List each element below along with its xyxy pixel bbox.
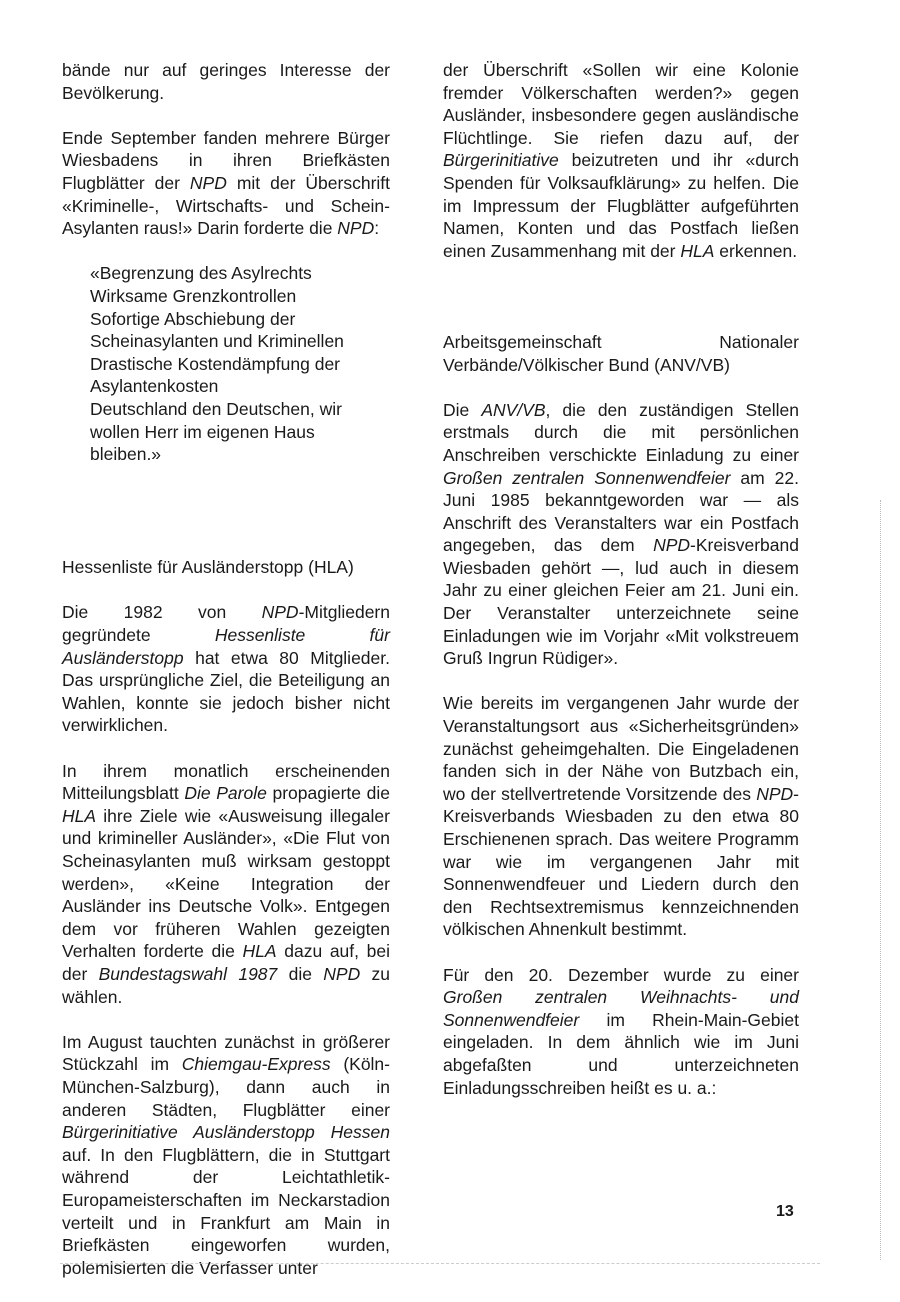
quote-line: Deutschland den Deutschen, wir wollen Herr im eigenen Haus bleiben.» <box>90 398 342 465</box>
quote-line: Sofortige Abschiebung der Scheinasylanten und Kriminellen <box>90 308 344 352</box>
emphasis: NPD <box>189 172 227 193</box>
paragraph: der Überschrift «Sollen wir eine Kolonie fremder Völkerschaften werden?» gegen Ausländer, insbesondere gegen ausländische Flüchtlinge. Sie riefen dazu auf, der Bürgerinitiative beizutreten und ihr «durch Spenden für Volksaufklärung» zu helfen. Die im Impressum der Flugblätter aufgeführten Namen, Konten und das Postfach ließen einen Zusammenhang mit der HLA erkennen. <box>443 60 799 261</box>
emphasis: NPD <box>653 535 691 556</box>
quoted-demands <box>90 262 390 465</box>
paragraph: Für den 20. Dezember wurde zu einer Großen zentralen Weihnachts- und Sonnenwendfeier im Rhein-Main-Gebiet eingeladen. In dem ähnlich wie im Juni abgefaßten und unterzeichneten Einladungsschreiben heißt es u. a.: <box>443 964 799 1098</box>
emphasis: HLA <box>62 805 97 826</box>
quote-line: «Begrenzung des Asylrechts <box>90 263 312 284</box>
scan-edge-marks <box>880 500 882 1260</box>
paragraph: Ende September fanden mehrere Bürger Wiesbadens in ihren Briefkästen Flugblätter der NPD mit der Überschrift «Kriminelle-, Wirtschafts- und Schein-Asylanten raus!» Darin forderte die NPD: <box>62 127 391 239</box>
paragraph: bände nur auf geringes Interesse der Bevölkerung. <box>62 60 390 103</box>
emphasis: Bürgerinitiative Ausländerstopp Hessen <box>62 1122 390 1143</box>
section-heading: Arbeitsgemeinschaft Nationaler Verbände/Völkischer Bund (ANV/VB) <box>443 331 799 375</box>
emphasis: Bürgerinitiative <box>443 150 559 171</box>
emphasis: Bundestagswahl 1987 <box>98 963 278 984</box>
emphasis: NPD <box>323 963 361 984</box>
emphasis: Großen zentralen Sonnenwendfeier <box>443 467 731 488</box>
paragraph: Die ANV/VB, die den zuständigen Stellen erstmals durch die mit persönlichen Anschreiben verschickte Einladung zu einer Großen zentralen Sonnenwendfeier am 22. Juni 1985 bekanntgeworden war — als Anschrift des Veranstalters war ein Postfach angegeben, das dem NPD-Kreisverband Wiesbaden gehört —, lud auch in diesem Jahr zu einer gleichen Feier am 21. Juni ein. Der Veranstalter unterzeichnete seine Einladungen wie im Vorjahr «Mit volkstreuem Gruß Ingrun Rüdiger». <box>443 399 800 669</box>
emphasis: NPD <box>337 218 375 239</box>
quote-line: Drastische Kostendämpfung der Asylantenkosten <box>90 353 340 397</box>
emphasis: HLA <box>242 941 277 962</box>
emphasis: Großen zentralen Weihnachts- und Sonnenwendfeier <box>443 987 799 1030</box>
left-column <box>62 59 390 1302</box>
quote-line: Wirksame Grenzkontrollen <box>90 285 297 306</box>
emphasis: HLA <box>680 240 715 261</box>
paragraph: In ihrem monatlich erscheinenden Mitteilungsblatt Die Parole propagierte die HLA ihre Ziele wie «Ausweisung illegaler und krimineller Ausländer», «Die Flut von Scheinasylanten muß wirksam gestoppt werden», «Keine Integration der Ausländer ins Deutsche Volk». Entgegen dem vor früheren Wahlen gezeigten Verhalten forderte die HLA dazu auf, bei der Bundestagswahl 1987 die NPD zu wählen. <box>62 760 391 1007</box>
paragraph: Im August tauchten zunächst in größerer Stückzahl im Chiemgau-Express (Köln-München-Salzburg), dann auch in anderen Städten, Flugblätter einer Bürgerinitiative Ausländerstopp Hessen auf. In den Flugblättern, die in Stuttgart während der Leichtathletik-Europameisterschaften im Neckarstadion verteilt und in Frankfurt am Main in Briefkästen eingeworfen wurden, polemisierten die Verfasser unter <box>62 1031 390 1278</box>
emphasis: ANV/VB <box>481 399 546 420</box>
page-number: 13 <box>776 1203 794 1220</box>
scan-bottom-marks <box>60 1263 820 1265</box>
paragraph: Wie bereits im vergangenen Jahr wurde der Veranstaltungsort aus «Sicherheitsgründen» zunächst geheimgehalten. Die Eingeladenen fanden sich in der Nähe von Butzbach ein, wo der stellvertretende Vorsitzende des NPD-Kreisverbands Wiesbaden zu den etwa 80 Erschienenen sprach. Das weitere Programm war wie im vergangenen Jahr mit Sonnenwendfeuer und Liedern durch den den Rechtsextremismus kennzeichnenden völkischen Ahnenkult bestimmt. <box>443 693 799 940</box>
right-column <box>443 59 799 1122</box>
paragraph: Die 1982 von NPD-Mitgliedern gegründete Hessenliste für Ausländerstopp hat etwa 80 Mitglieder. Das ursprüngliche Ziel, die Beteiligung an Wahlen, konnte sie jedoch bisher nicht verwirklichen. <box>62 602 390 736</box>
emphasis: Die Parole <box>184 783 267 804</box>
emphasis: Chiemgau-Express <box>181 1054 331 1075</box>
section-heading: Hessenliste für Ausländerstopp (HLA) <box>62 557 354 578</box>
emphasis: Hessenliste für Ausländerstopp <box>62 625 390 668</box>
emphasis: NPD <box>756 783 794 804</box>
emphasis: NPD <box>261 602 299 623</box>
